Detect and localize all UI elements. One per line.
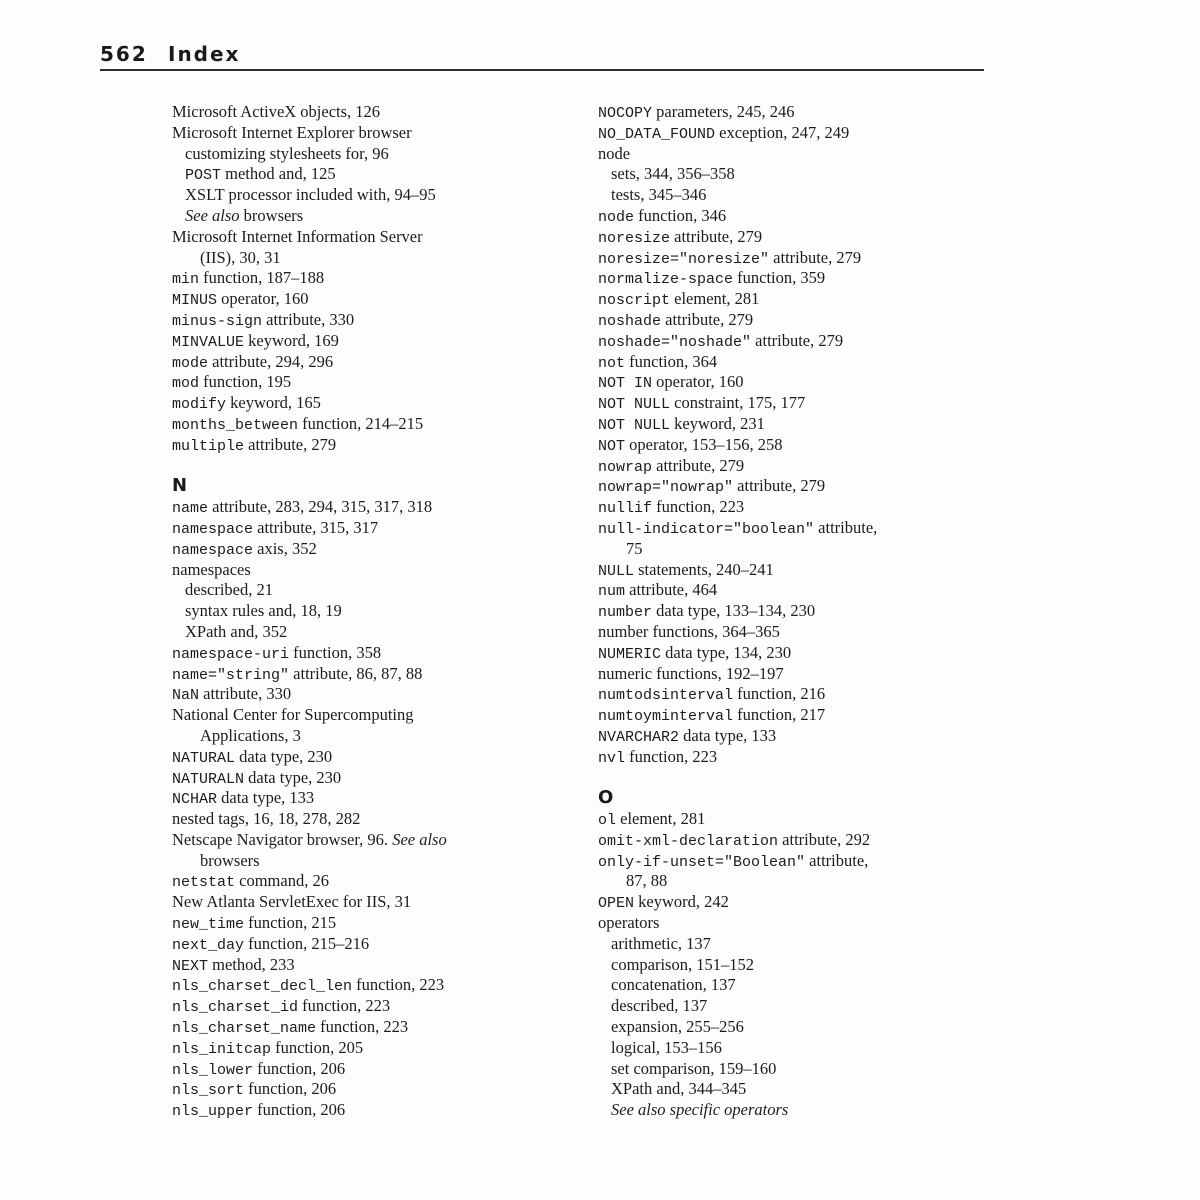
index-entry bbox=[172, 539, 582, 560]
index-entry bbox=[172, 123, 582, 144]
index-entry bbox=[172, 331, 582, 352]
index-entry bbox=[598, 747, 1068, 768]
index-entry-text: NULL bbox=[598, 562, 635, 580]
index-entry bbox=[598, 684, 1068, 705]
index-entry bbox=[172, 185, 582, 206]
index-entry-text: Microsoft Internet Explorer browser bbox=[172, 122, 412, 142]
index-entry bbox=[598, 892, 1068, 913]
index-entry-text: function, 187–188 bbox=[199, 268, 325, 288]
index-entry bbox=[598, 497, 1068, 518]
index-entry-text: normalize-space bbox=[598, 271, 734, 289]
index-entry-text: attribute, 330 bbox=[199, 684, 292, 704]
index-entry bbox=[598, 726, 1068, 747]
index-entry-text: function, 216 bbox=[733, 684, 826, 704]
index-entry bbox=[172, 705, 582, 726]
index-entry-text: nls_upper bbox=[172, 1103, 254, 1121]
index-entry-text: function, 223 bbox=[652, 497, 745, 517]
index-entry-text: number bbox=[598, 604, 653, 622]
index-entry bbox=[172, 684, 582, 705]
index-entry bbox=[598, 622, 1068, 643]
index-entry-text: minus-sign bbox=[172, 312, 263, 330]
index-entry-text: mode bbox=[172, 354, 209, 372]
index-entry-text: attribute, 279 bbox=[769, 247, 862, 267]
index-entry-text: omit-xml-declaration bbox=[598, 832, 779, 850]
index-entry bbox=[598, 871, 1068, 892]
index-entry-text: new_time bbox=[172, 916, 245, 934]
index-entry-text: POST bbox=[185, 167, 222, 185]
index-entry-text: XPath and, 344–345 bbox=[611, 1079, 747, 1099]
index-entry-text: keyword, 165 bbox=[226, 393, 321, 413]
index-entry-text: function, 358 bbox=[289, 642, 382, 662]
index-entry bbox=[598, 248, 1068, 269]
index-entry bbox=[598, 830, 1068, 851]
index-entry-text: NVARCHAR2 bbox=[598, 728, 680, 746]
index-entry-text: NUMERIC bbox=[598, 645, 662, 663]
index-entry bbox=[598, 164, 1068, 185]
index-entry bbox=[172, 809, 582, 830]
index-entry-text: attribute, bbox=[814, 517, 878, 537]
index-entry-text: method, 233 bbox=[208, 954, 295, 974]
index-entry-text: customizing stylesheets for, 96 bbox=[185, 143, 389, 163]
index-entry-text: function, 217 bbox=[733, 705, 826, 725]
index-entry bbox=[172, 1100, 582, 1121]
index-entry-text: only-if-unset="Boolean" bbox=[598, 853, 806, 871]
index-entry-text: data type, 230 bbox=[244, 767, 342, 787]
index-entry bbox=[598, 955, 1068, 976]
index-entry bbox=[598, 144, 1068, 165]
index-entry bbox=[598, 1059, 1068, 1080]
index-entry-text: ol bbox=[598, 812, 617, 830]
index-entry-text: (IIS), 30, 31 bbox=[200, 247, 281, 267]
index-entry-text: attribute, 294, 296 bbox=[208, 351, 334, 371]
index-entry bbox=[598, 393, 1068, 414]
index-entry bbox=[598, 934, 1068, 955]
index-entry-text: NATURALN bbox=[172, 770, 245, 788]
index-entry-text: namespace bbox=[172, 541, 254, 559]
index-entry-text: See also bbox=[185, 205, 240, 225]
index-entry-text: described, 137 bbox=[611, 996, 708, 1016]
index-entry-text: noshade bbox=[598, 312, 662, 330]
index-entry-text: expansion, 255–256 bbox=[611, 1017, 744, 1037]
index-entry bbox=[172, 664, 582, 685]
index-entry bbox=[598, 1100, 1068, 1121]
index-entry-text: 87, 88 bbox=[626, 871, 668, 891]
index-entry-text: NEXT bbox=[172, 957, 209, 975]
index-entry bbox=[172, 310, 582, 331]
index-entry bbox=[172, 144, 582, 165]
index-entry-text: function, 223 bbox=[352, 975, 445, 995]
index-entry-text: nvl bbox=[598, 749, 626, 767]
index-entry bbox=[598, 289, 1068, 310]
index-entry bbox=[172, 601, 582, 622]
index-entry-text: XSLT processor included with, 94–95 bbox=[185, 185, 436, 205]
index-entry-text: arithmetic, 137 bbox=[611, 933, 711, 953]
index-entry-text: sets, 344, 356–358 bbox=[611, 164, 735, 184]
index-entry bbox=[598, 560, 1068, 581]
index-entry-text: attribute, 279 bbox=[661, 309, 754, 329]
index-entry bbox=[172, 227, 582, 248]
index-entry-text: function, 359 bbox=[733, 268, 826, 288]
index-entry-text: mod bbox=[172, 375, 200, 393]
index-entry bbox=[598, 705, 1068, 726]
index-entry-text: multiple bbox=[172, 437, 245, 455]
index-entry bbox=[172, 518, 582, 539]
index-entry-text: num bbox=[598, 583, 626, 601]
index-entry-text: function, 215–216 bbox=[244, 933, 370, 953]
index-entry-text: OPEN bbox=[598, 895, 635, 913]
index-entry bbox=[598, 268, 1068, 289]
index-entry-text: keyword, 169 bbox=[244, 330, 339, 350]
index-entry bbox=[172, 1017, 582, 1038]
index-entry-text: NOCOPY bbox=[598, 105, 653, 122]
index-entry bbox=[598, 996, 1068, 1017]
index-entry bbox=[598, 123, 1068, 144]
index-entry-text: nested tags, 16, 18, 278, 282 bbox=[172, 809, 361, 829]
index-entry bbox=[598, 206, 1068, 227]
index-entry-text: tests, 345–346 bbox=[611, 185, 707, 205]
index-entry bbox=[172, 996, 582, 1017]
index-entry-text: not bbox=[598, 354, 626, 372]
header-rule bbox=[100, 69, 984, 71]
index-entry bbox=[172, 955, 582, 976]
index-entry-text: attribute, 464 bbox=[625, 580, 718, 600]
index-entry-text: modify bbox=[172, 396, 227, 414]
index-entry-text: attribute, 279 bbox=[670, 226, 763, 246]
index-entry bbox=[172, 289, 582, 310]
index-entry bbox=[172, 414, 582, 435]
index-entry-text: function, 206 bbox=[253, 1058, 346, 1078]
section-heading: N bbox=[172, 475, 188, 497]
index-entry bbox=[598, 643, 1068, 664]
index-entry-text: MINVALUE bbox=[172, 333, 245, 351]
index-entry bbox=[598, 185, 1068, 206]
index-entry-text: noscript bbox=[598, 292, 671, 310]
index-entry-text: nullif bbox=[598, 500, 653, 518]
index-entry-text: NaN bbox=[172, 687, 200, 705]
index-entry-text: attribute, 279 bbox=[652, 455, 745, 475]
index-entry-text: nls_lower bbox=[172, 1061, 254, 1079]
index-entry-text: nls_initcap bbox=[172, 1040, 272, 1058]
index-entry-text: function, 205 bbox=[271, 1037, 364, 1057]
index-entry-text: attribute, 86, 87, 88 bbox=[289, 663, 423, 683]
index-entry bbox=[598, 580, 1068, 601]
index-entry bbox=[172, 1059, 582, 1080]
index-entry-text: set comparison, 159–160 bbox=[611, 1058, 777, 1078]
index-entry-text: exception, 247, 249 bbox=[715, 122, 850, 142]
index-entry-text: logical, 153–156 bbox=[611, 1037, 722, 1057]
index-column-left bbox=[172, 102, 582, 1121]
index-entry-text: See also bbox=[392, 829, 447, 849]
section-heading: O bbox=[598, 787, 614, 809]
index-entry-text: netstat bbox=[172, 874, 236, 892]
index-entry-text: concatenation, 137 bbox=[611, 975, 736, 995]
index-entry bbox=[598, 1038, 1068, 1059]
index-entry bbox=[598, 518, 1068, 539]
index-entry-text: namespace-uri bbox=[172, 645, 290, 663]
index-entry-text: XPath and, 352 bbox=[185, 621, 288, 641]
index-entry-text: NO_DATA_FOUND bbox=[598, 125, 716, 143]
index-entry-text: element, 281 bbox=[616, 809, 706, 829]
index-entry-text: National Center for Supercomputing bbox=[172, 705, 414, 725]
index-entry bbox=[172, 352, 582, 373]
index-entry-text: noresize bbox=[598, 229, 671, 247]
index-entry bbox=[172, 497, 582, 518]
index-entry-text: node bbox=[598, 143, 631, 163]
index-entry bbox=[172, 913, 582, 934]
index-entry-text: parameters, 245, 246 bbox=[652, 102, 795, 121]
index-entry-text: attribute, 330 bbox=[262, 309, 355, 329]
index-entry bbox=[172, 435, 582, 456]
index-entry-text: function, 223 bbox=[625, 746, 718, 766]
index-entry bbox=[598, 809, 1068, 830]
index-entry bbox=[172, 643, 582, 664]
index-entry-text: constraint, 175, 177 bbox=[670, 393, 806, 413]
index-entry bbox=[172, 768, 582, 789]
index-entry bbox=[172, 248, 582, 269]
index-entry bbox=[598, 539, 1068, 560]
index-entry-text: name="string" bbox=[172, 666, 290, 684]
index-entry-text: syntax rules and, 18, 19 bbox=[185, 601, 342, 621]
index-entry-text: operator, 160 bbox=[652, 372, 744, 392]
index-entry-text: min bbox=[172, 271, 200, 289]
index-entry-text: NATURAL bbox=[172, 749, 236, 767]
index-entry bbox=[598, 227, 1068, 248]
index-entry-text: MINUS bbox=[172, 292, 218, 310]
index-entry-text: browsers bbox=[239, 205, 304, 225]
index-entry-text: nls_sort bbox=[172, 1082, 245, 1100]
index-entry-text: function, 206 bbox=[244, 1079, 337, 1099]
index-entry-text: keyword, 231 bbox=[670, 413, 765, 433]
index-entry-text: function, 223 bbox=[298, 996, 391, 1016]
index-entry-text: described, 21 bbox=[185, 580, 273, 600]
index-entry bbox=[598, 975, 1068, 996]
index-entry-text: Microsoft Internet Information Server bbox=[172, 226, 423, 246]
index-entry-text: function, 195 bbox=[199, 372, 292, 392]
index-entry-text: numtoyminterval bbox=[598, 708, 734, 726]
index-entry bbox=[172, 892, 582, 913]
index-entry bbox=[598, 102, 1068, 123]
index-entry-text: Netscape Navigator browser, 96. bbox=[172, 829, 393, 849]
column-gap bbox=[598, 768, 1068, 789]
page-number: 562 bbox=[100, 42, 148, 66]
index-entry-text: function, 346 bbox=[634, 205, 727, 225]
index-entry-text: statements, 240–241 bbox=[634, 559, 774, 579]
index-entry-text: function, 206 bbox=[253, 1100, 346, 1120]
index-entry bbox=[172, 788, 582, 809]
index-entry-text: noresize="noresize" bbox=[598, 250, 770, 268]
index-entry bbox=[172, 372, 582, 393]
index-entry-text: Applications, 3 bbox=[200, 725, 301, 745]
index-entry bbox=[598, 414, 1068, 435]
page-title: Index bbox=[168, 42, 241, 66]
index-entry bbox=[172, 851, 582, 872]
index-entry-text: attribute, 279 bbox=[244, 434, 337, 454]
index-entry bbox=[172, 1038, 582, 1059]
index-entry-text: operators bbox=[598, 913, 660, 933]
index-entry-text: NOT NULL bbox=[598, 396, 671, 414]
index-entry-text: NOT bbox=[598, 437, 626, 455]
index-entry bbox=[172, 871, 582, 892]
index-entry bbox=[172, 934, 582, 955]
index-entry-text: attribute, bbox=[805, 850, 869, 870]
index-entry bbox=[598, 456, 1068, 477]
index-entry-text: nowrap="nowrap" bbox=[598, 479, 734, 497]
index-entry bbox=[598, 913, 1068, 934]
index-entry-text: browsers bbox=[200, 850, 260, 870]
index-entry-text: next_day bbox=[172, 936, 245, 954]
index-entry bbox=[172, 830, 582, 851]
index-entry bbox=[598, 331, 1068, 352]
index-entry bbox=[598, 352, 1068, 373]
index-entry bbox=[598, 664, 1068, 685]
index-entry-text: function, 223 bbox=[316, 1017, 409, 1037]
index-entry-text: function, 214–215 bbox=[298, 413, 424, 433]
index-entry bbox=[598, 476, 1068, 497]
index-entry bbox=[172, 622, 582, 643]
index-entry-text: Microsoft ActiveX objects, 126 bbox=[172, 102, 381, 121]
index-entry-text: data type, 230 bbox=[235, 746, 333, 766]
index-entry-text: nls_charset_id bbox=[172, 999, 299, 1017]
index-entry-text: data type, 133–134, 230 bbox=[652, 601, 816, 621]
index-entry bbox=[172, 206, 582, 227]
index-entry-text: NOT IN bbox=[598, 375, 653, 393]
index-entry-text: numeric functions, 192–197 bbox=[598, 663, 784, 683]
index-entry-text: nowrap bbox=[598, 458, 653, 476]
index-entry bbox=[598, 372, 1068, 393]
index-entry bbox=[172, 393, 582, 414]
index-entry-text: name bbox=[172, 500, 209, 518]
index-entry-text: attribute, 315, 317 bbox=[253, 517, 379, 537]
index-entry-text: data type, 134, 230 bbox=[661, 642, 792, 662]
index-entry bbox=[598, 1079, 1068, 1100]
index-entry-text: axis, 352 bbox=[253, 538, 317, 558]
index-entry-text: number functions, 364–365 bbox=[598, 621, 780, 641]
index-entry bbox=[172, 975, 582, 996]
index-entry-text: null-indicator="boolean" bbox=[598, 520, 815, 538]
index-entry-text: function, 215 bbox=[244, 913, 337, 933]
index-column-right bbox=[598, 102, 1068, 1121]
index-entry-text: nls_charset_name bbox=[172, 1020, 317, 1038]
index-entry-text: operator, 160 bbox=[217, 289, 309, 309]
column-gap bbox=[172, 456, 582, 477]
index-entry bbox=[172, 164, 582, 185]
index-entry bbox=[598, 851, 1068, 872]
index-entry-text: comparison, 151–152 bbox=[611, 954, 754, 974]
index-entry-text: data type, 133 bbox=[217, 788, 315, 808]
index-entry-text: See also specific operators bbox=[611, 1100, 789, 1120]
index-entry-text: element, 281 bbox=[670, 289, 760, 309]
index-entry-text: attribute, 279 bbox=[733, 476, 826, 496]
index-entry bbox=[598, 601, 1068, 622]
index-entry-text: function, 364 bbox=[625, 351, 718, 371]
index-entry-text: keyword, 242 bbox=[634, 892, 729, 912]
index-entry bbox=[172, 747, 582, 768]
index-entry-text: node bbox=[598, 208, 635, 226]
index-entry-text: NOT NULL bbox=[598, 416, 671, 434]
index-entry-text: namespace bbox=[172, 520, 254, 538]
index-entry-text: method and, 125 bbox=[221, 164, 336, 184]
index-entry bbox=[598, 1017, 1068, 1038]
index-entry-text: nls_charset_decl_len bbox=[172, 978, 353, 996]
index-entry bbox=[172, 102, 582, 123]
index-entry-text: namespaces bbox=[172, 559, 251, 579]
index-entry-text: data type, 133 bbox=[679, 725, 777, 745]
index-entry-text: New Atlanta ServletExec for IIS, 31 bbox=[172, 892, 412, 912]
index-entry-text: operator, 153–156, 258 bbox=[625, 434, 783, 454]
index-entry bbox=[598, 435, 1068, 456]
index-entry-text: NCHAR bbox=[172, 791, 218, 809]
index-entry-text: numtodsinterval bbox=[598, 687, 734, 705]
index-entry bbox=[172, 560, 582, 581]
index-entry bbox=[172, 580, 582, 601]
index-entry bbox=[598, 310, 1068, 331]
index-entry bbox=[172, 1079, 582, 1100]
index-entry-text: attribute, 279 bbox=[751, 330, 844, 350]
index-entry-text: attribute, 292 bbox=[778, 829, 871, 849]
index-entry bbox=[172, 268, 582, 289]
index-entry-text: 75 bbox=[626, 538, 643, 558]
index-entry-text: attribute, 283, 294, 315, 317, 318 bbox=[208, 497, 433, 517]
index-entry-text: noshade="noshade" bbox=[598, 333, 752, 351]
index-entry bbox=[172, 726, 582, 747]
index-entry-text: command, 26 bbox=[235, 871, 329, 891]
index-entry-text: months_between bbox=[172, 416, 299, 434]
